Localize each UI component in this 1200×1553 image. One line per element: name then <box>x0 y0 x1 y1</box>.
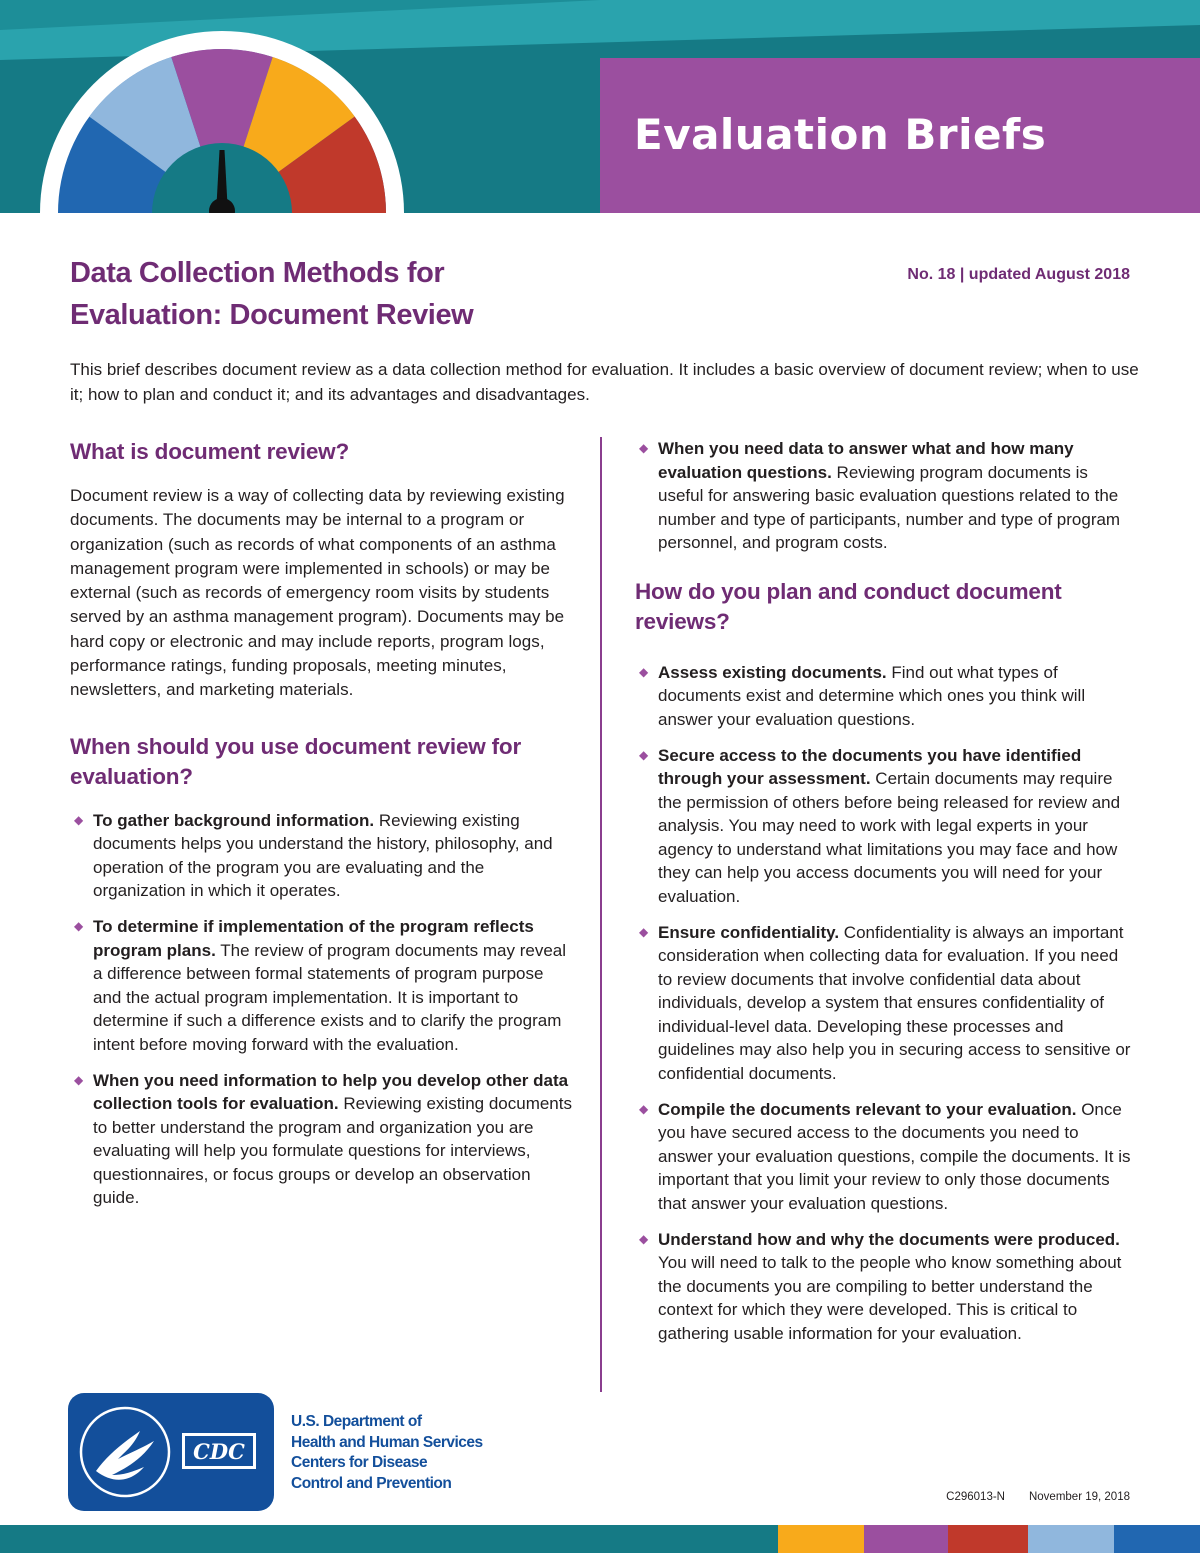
bullet-icon: ◆ <box>639 664 649 679</box>
list-item: ◆ Assess existing documents. Find out what types of documents exist and determine which ones you think will answer your evaluation questions. <box>639 662 1086 729</box>
footer-bar-segment <box>1114 1525 1200 1553</box>
footer-bar-segment <box>864 1525 948 1553</box>
header <box>0 0 1200 213</box>
left-column <box>70 437 575 1222</box>
org-line: Health and Human Services <box>291 1433 483 1451</box>
how-bullet-list <box>635 661 1135 1346</box>
footer-bar-segment <box>948 1525 1028 1553</box>
page-title-line1: Data Collection Methods for <box>70 257 445 289</box>
document-code: C296013-N <box>946 1491 1005 1503</box>
when-bullet-list <box>70 809 575 1210</box>
list-item: ◆ When you need data to answer what and how many evaluation questions. Reviewing program documents is useful for answering basic evaluation questions related to the number and type of participants, number and type of program personnel, and program costs. <box>639 439 1121 552</box>
section-heading-how: How do you plan and conduct document reviews? <box>635 578 1062 634</box>
list-item: ◆ To determine if implementation of the program reflects program plans. The review of program documents may reveal a difference between formal statements of program purpose and the actual program implementation. It is important to determine if such a difference exists and to clarify the program intent before moving forward with the evaluation. <box>74 917 567 1054</box>
when-bullet-list-continued <box>635 437 1135 555</box>
list-item: ◆ Secure access to the documents you have identified through your assessment. Certain documents may require the permission of others before being released for review and analysis. You may need to work with legal experts in your agency to understand what limitations you may face and how they can help you access documents you will need for your evaluation. <box>639 745 1121 906</box>
footer-bar-segment <box>778 1525 864 1553</box>
hhs-cdc-logo <box>68 1393 274 1511</box>
bullet-icon: ◆ <box>639 924 649 939</box>
bullet-icon: ◆ <box>639 1231 649 1246</box>
bullet-icon: ◆ <box>639 1101 649 1116</box>
intro-paragraph: This brief describes document review as a data collection method for evaluation. It includes a basic overview of document review; when to use it; how to plan and conduct it; and its advantages and disadvantages. <box>70 360 1139 404</box>
title-banner <box>600 58 1200 213</box>
section-heading-when: When should you use document review for evaluation? <box>70 733 522 789</box>
list-item: ◆ To gather background information. Reviewing existing documents helps you understand the history, philosophy, and operation of the program you are evaluating and the organization in which it operates. <box>74 810 553 901</box>
right-column <box>635 437 1135 1358</box>
document-id <box>946 1491 1130 1503</box>
section-heading-what: What is document review? <box>70 439 349 464</box>
footer-bar-segment <box>0 1525 778 1553</box>
list-item: ◆ Compile the documents relevant to your evaluation. Once you have secured access to the documents you need to answer your evaluation questions, compile the documents. It is important that you limit your review to only those documents that answer your evaluation questions. <box>639 1099 1131 1213</box>
org-name <box>291 1412 483 1494</box>
org-line: Control and Prevention <box>291 1474 452 1492</box>
list-item: ◆ When you need information to help you develop other data collection tools for evaluation. Reviewing existing documents to better understand the program and organization you are evaluating will help you formulate questions for interviews, questionnaires, or focus groups or develop an observation guide. <box>74 1070 572 1208</box>
list-item: ◆ Ensure confidentiality. Confidentiality is always an important consideration when collecting data for evaluation. If you need to review documents that involve confidential data about individuals, develop a system that ensures confidentiality of individual-level data. Developing these processes and guidelines may also help you in securing access to sensitive or confidential documents. <box>639 922 1131 1083</box>
section-body-what: Document review is a way of collecting data by reviewing existing documents. The documents may be internal to a program or organization (such as records of what components of an asthma management program were implemented in schools) or may be external (such as records of emergency room visits by students served by an asthma management program). Documents may be hard copy or electronic and may include reports, program logs, performance ratings, funding proposals, meeting minutes, newsletters, and marketing materials. <box>70 486 565 700</box>
bullet-icon: ◆ <box>74 1072 84 1087</box>
svg-text:CDC: CDC <box>193 1439 245 1464</box>
org-line: U.S. Department of <box>291 1413 422 1430</box>
column-divider <box>600 437 602 1392</box>
page-title-line2: Evaluation: Document Review <box>70 299 474 331</box>
page-title <box>70 252 630 336</box>
bullet-icon: ◆ <box>639 747 649 762</box>
document-date: November 19, 2018 <box>1028 1491 1130 1503</box>
org-line: Centers for Disease <box>291 1454 428 1471</box>
footer-bar-segment <box>1028 1525 1114 1553</box>
bullet-icon: ◆ <box>74 919 84 934</box>
bullet-icon: ◆ <box>74 812 84 827</box>
series-title: Evaluation Briefs <box>634 110 1047 159</box>
cdc-logo-icon <box>182 1433 256 1469</box>
bullet-icon: ◆ <box>639 441 649 455</box>
list-item: ◆ Understand how and why the documents were produced. You will need to talk to the people who know something about the documents you are compiling to better understand the context for which they were developed. This is critical to gathering usable information for your evaluation. <box>639 1229 1122 1343</box>
footer-color-bar <box>0 1525 1200 1553</box>
issue-number: No. 18 | updated August 2018 <box>907 266 1130 283</box>
